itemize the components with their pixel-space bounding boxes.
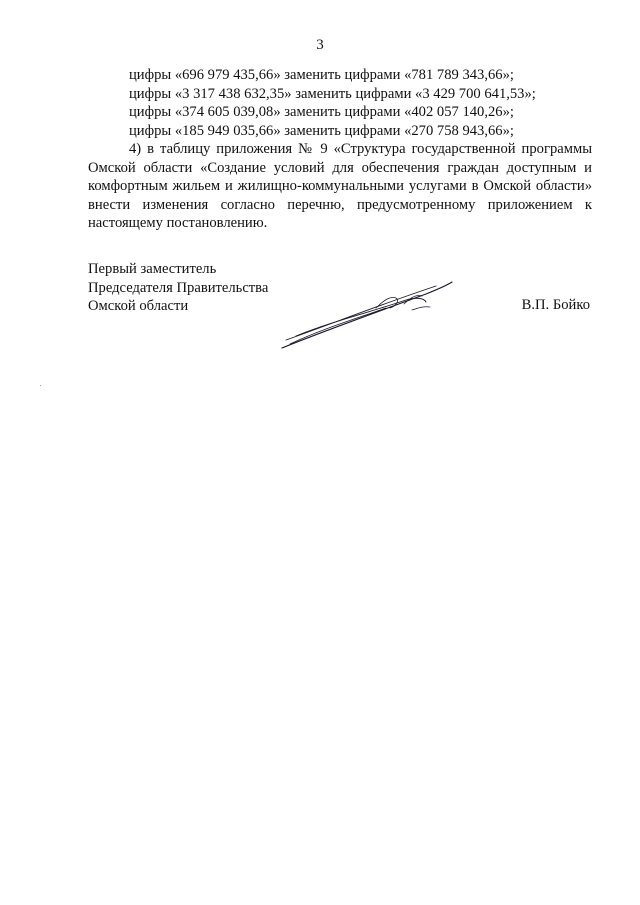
signatory-title-line-1: Первый заместитель: [88, 261, 217, 277]
signatory-title-line-3: Омской области: [88, 298, 189, 314]
body-text: [88, 66, 592, 233]
page-number: 3: [316, 37, 324, 53]
paragraph-item-4: 4) в таблицу приложения № 9 «Структура государственной программы Омской области «Создание условий для обеспечения граждан доступным и комфортным жильем и жилищно-коммунальными услугами в Омской области» внести изменения согласно перечню, предусмотренному приложением к настоящему постановлению.: [88, 141, 592, 231]
replacement-line-2: цифры «3 317 438 632,35» заменить цифрами «3 429 700 641,53»;: [129, 85, 536, 102]
replacement-line-3: цифры «374 605 039,08» заменить цифрами «402 057 140,26»;: [129, 104, 514, 120]
signatory-name: В.П. Бойко: [521, 297, 590, 313]
signatory-title-line-2: Председателя Правительства: [88, 279, 269, 296]
signatory-title: [88, 260, 268, 316]
replacement-line-4: цифры «185 949 035,66» заменить цифрами «270 758 943,66»;: [129, 122, 514, 139]
handwritten-signature: [276, 276, 456, 356]
replacement-line-1: цифры «696 979 435,66» заменить цифрами «781 789 343,66»;: [129, 67, 514, 83]
margin-mark: [40, 385, 41, 386]
